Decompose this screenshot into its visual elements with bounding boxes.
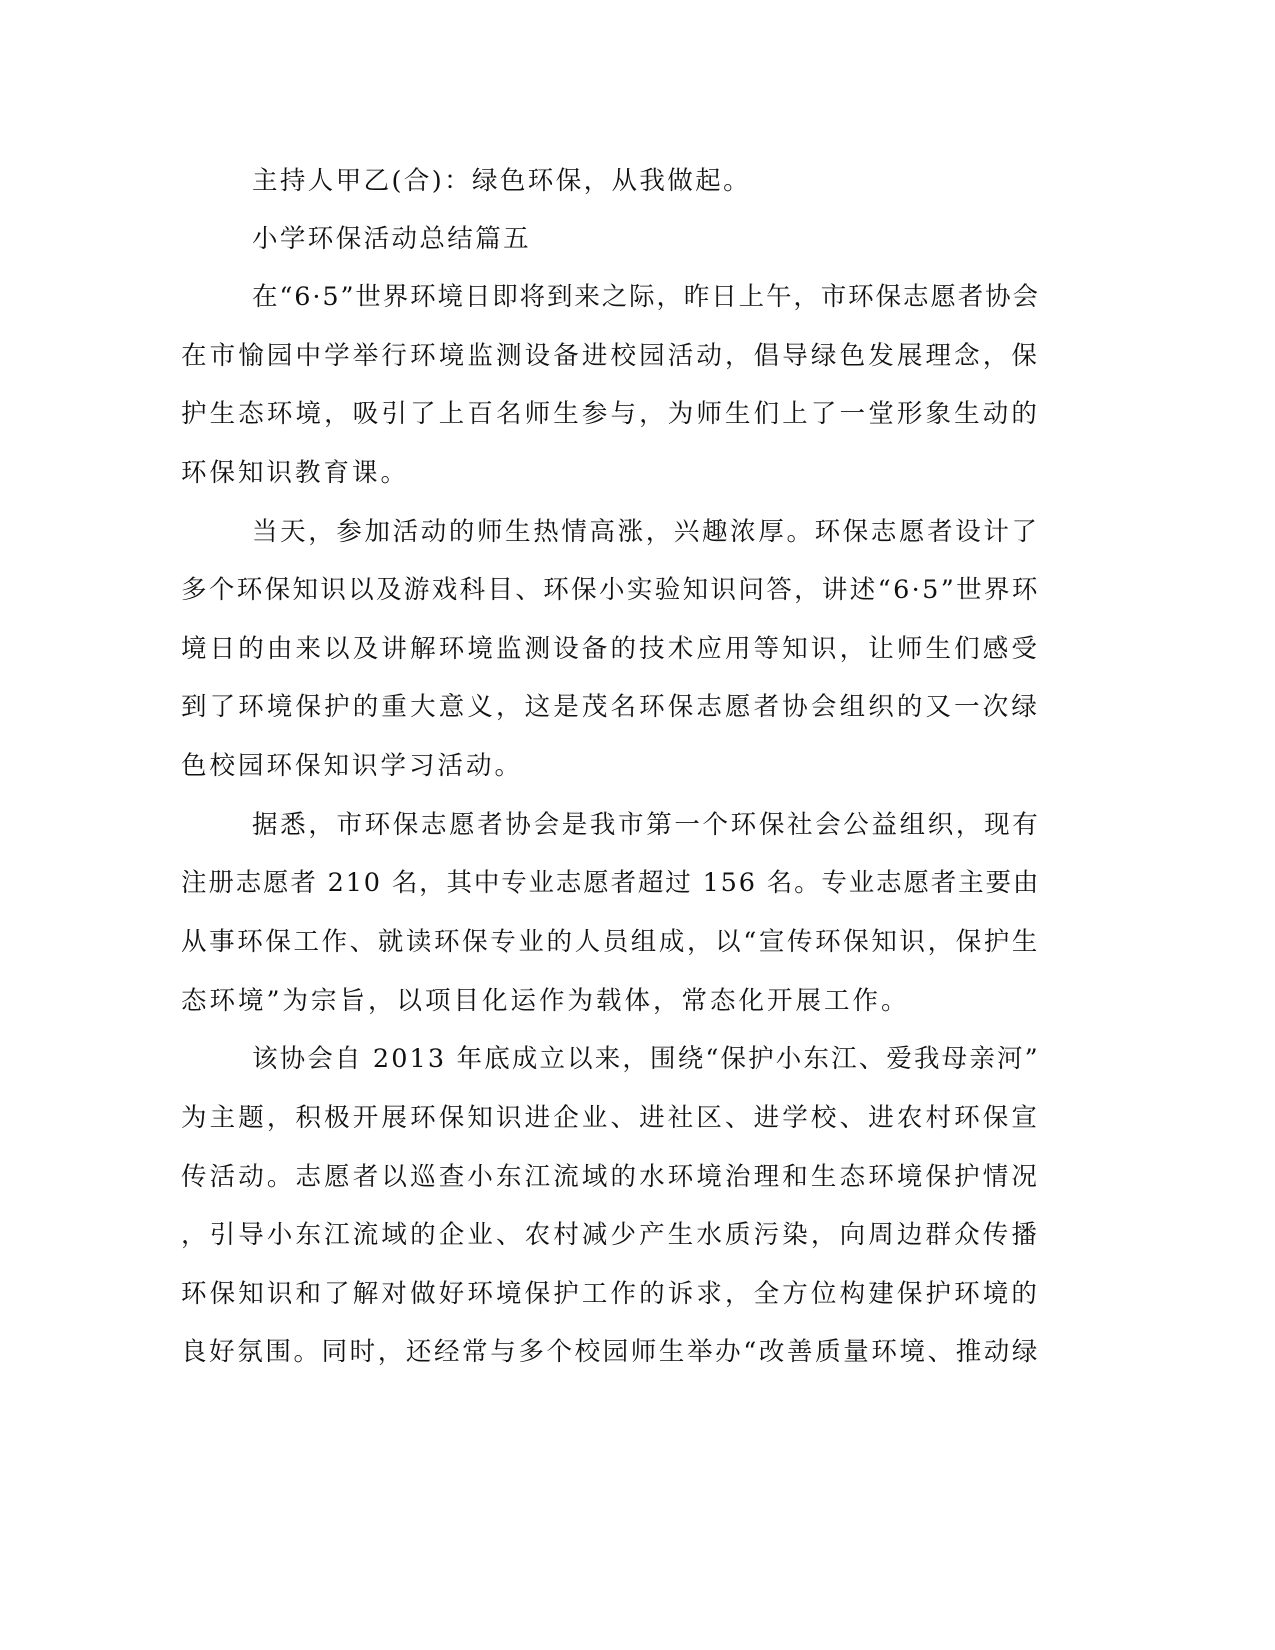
text-line: 环保知识教育课。	[181, 458, 410, 488]
text-line: 多个环保知识以及游戏科目、环保小实验知识问答，讲述“6·5”世界环	[181, 575, 1040, 605]
text-line: 态环境”为宗旨，以项目化运作为载体，常态化开展工作。	[181, 986, 910, 1016]
text-line: 为主题，积极开展环保知识进企业、进社区、进学校、进农村环保宣	[181, 1103, 1041, 1133]
text-line: 当天，参加活动的师生热情高涨，兴趣浓厚。环保志愿者设计了	[252, 517, 1040, 547]
text-line: ，引导小东江流域的企业、农村减少产生水质污染，向周边群众传播	[181, 1220, 1041, 1250]
text-line: 到了环境保护的重大意义，这是茂名环保志愿者协会组织的又一次绿	[181, 692, 1041, 722]
text-line: 主持人甲乙(合)：绿色环保，从我做起。	[252, 166, 751, 196]
text-line: 注册志愿者 210 名，其中专业志愿者超过 156 名。专业志愿者主要由	[181, 868, 1041, 898]
text-line: 环保知识和了解对做好环境保护工作的诉求，全方位构建保护环境的	[181, 1279, 1041, 1309]
text-line: 传活动。志愿者以巡查小东江流域的水环境治理和生态环境保护情况	[181, 1162, 1041, 1192]
text-line: 良好氛围。同时，还经常与多个校园师生举办“改善质量环境、推动绿	[181, 1337, 1041, 1367]
text-line: 色校园环保知识学习活动。	[181, 751, 524, 781]
section-heading: 小学环保活动总结篇五	[252, 224, 532, 254]
text-line: 境日的由来以及讲解环境监测设备的技术应用等知识，让师生们感受	[181, 634, 1041, 664]
text-line: 据悉，市环保志愿者协会是我市第一个环保社会公益组织，现有	[252, 810, 1041, 840]
text-line: 该协会自 2013 年底成立以来，围绕“保护小东江、爱我母亲河”	[252, 1044, 1040, 1074]
text-line: 在“6·5”世界环境日即将到来之际，昨日上午，市环保志愿者协会	[252, 282, 1040, 312]
text-line: 在市愉园中学举行环境监测设备进校园活动，倡导绿色发展理念，保	[181, 341, 1041, 371]
text-line: 从事环保工作、就读环保专业的人员组成，以“宣传环保知识，保护生	[181, 927, 1041, 957]
text-line: 护生态环境，吸引了上百名师生参与，为师生们上了一堂形象生动的	[181, 399, 1041, 429]
